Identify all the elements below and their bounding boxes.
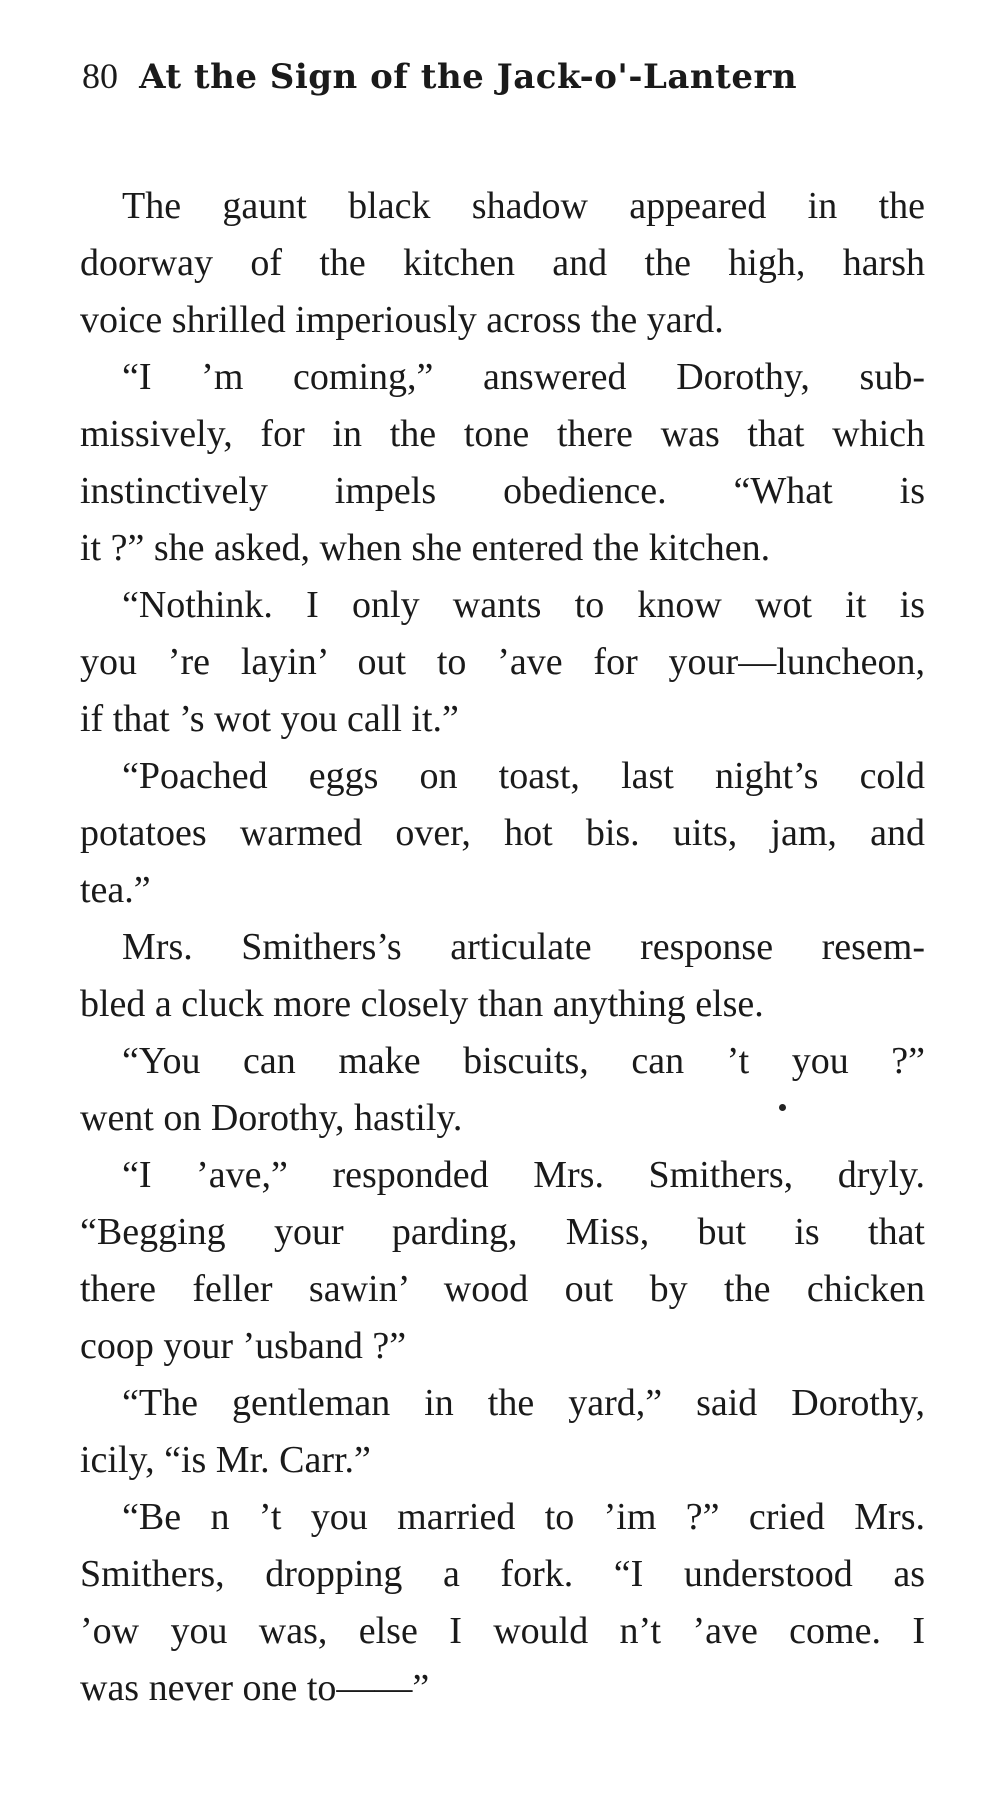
text-line: “Be n ’t you married to ’im ?” cried Mrs.	[122, 1496, 925, 1538]
text-line: instinctively impels obedience. “What is	[80, 470, 925, 512]
paragraph	[80, 178, 925, 349]
paragraph	[80, 748, 925, 919]
text-line: if that ’s wot you call it.”	[80, 698, 459, 740]
text-line: “I ’ave,” responded Mrs. Smithers, dryly.	[122, 1154, 925, 1196]
running-title: At the Sign of the Jack-o'-Lantern	[139, 57, 798, 97]
text-line: “I ’m coming,” answered Dorothy, sub-	[122, 356, 925, 398]
text-line: icily, “is Mr. Carr.”	[80, 1439, 371, 1481]
text-line: you ’re layin’ out to ’ave for your—luncheon,	[80, 641, 925, 683]
paragraph	[80, 349, 925, 577]
text-line: “The gentleman in the yard,” said Dorothy,	[122, 1382, 925, 1424]
text-line: Smithers, dropping a fork. “I understood as	[80, 1553, 925, 1595]
text-line: doorway of the kitchen and the high, harsh	[80, 242, 925, 284]
text-line: Mrs. Smithers’s articulate response resem-	[122, 926, 925, 968]
page-header	[82, 55, 902, 115]
text-line: “Poached eggs on toast, last night’s cold	[122, 755, 925, 797]
paragraph	[80, 1489, 925, 1717]
text-line: voice shrilled imperiously across the yard.	[80, 299, 724, 341]
text-line: bled a cluck more closely than anything else.	[80, 983, 764, 1025]
text-line: there feller sawin’ wood out by the chicken	[80, 1268, 925, 1310]
text-line: “Begging your parding, Miss, but is that	[80, 1211, 925, 1253]
text-line: missively, for in the tone there was that which	[80, 413, 925, 455]
text-line: potatoes warmed over, hot bis. uits, jam, and	[80, 812, 925, 854]
text-line: “You can make biscuits, can ’t you ?”	[122, 1040, 925, 1082]
text-line: The gaunt black shadow appeared in the	[122, 185, 925, 227]
text-line: went on Dorothy, hastily.	[80, 1097, 463, 1139]
paragraph	[80, 1033, 925, 1147]
text-line: coop your ’usband ?”	[80, 1325, 407, 1367]
paragraph	[80, 1147, 925, 1375]
text-line: ’ow you was, else I would n’t ’ave come. I	[80, 1610, 925, 1652]
paragraph	[80, 577, 925, 748]
page-number: 80	[82, 56, 118, 96]
text-line: “Nothink. I only wants to know wot it is	[122, 584, 925, 626]
ink-speck	[779, 1104, 786, 1111]
text-line: it ?” she asked, when she entered the kitchen.	[80, 527, 771, 569]
paragraph	[80, 1375, 925, 1489]
paragraph	[80, 919, 925, 1033]
text-line: was never one to——”	[80, 1667, 430, 1709]
body-text	[80, 178, 925, 1717]
text-line: tea.”	[80, 869, 151, 911]
